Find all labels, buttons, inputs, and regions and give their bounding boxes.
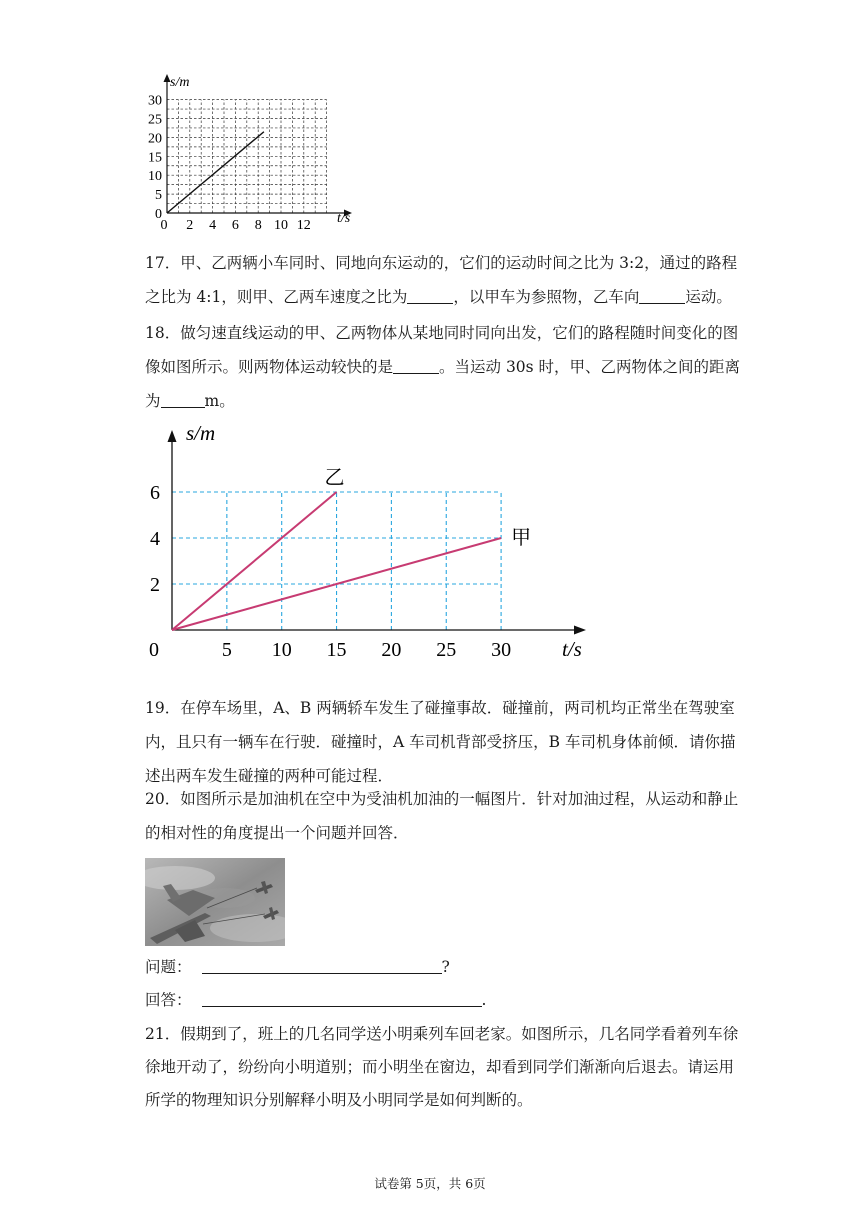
chart-small-ylabel: s/m xyxy=(170,75,190,90)
q18-text-c: 为 xyxy=(145,392,161,410)
page-footer: 试卷第 5页，共 6页 xyxy=(374,1176,486,1191)
y-tick-label: 0 xyxy=(155,207,162,222)
x-tick-label: 0 xyxy=(149,639,159,661)
q20-answer-blank[interactable] xyxy=(202,990,482,1007)
y-tick-label: 20 xyxy=(148,131,162,147)
q19-line3: 述出两车发生碰撞的两种可能过程． xyxy=(145,767,394,785)
x-tick-label: 20 xyxy=(381,639,402,661)
q18-blank-2[interactable] xyxy=(161,391,205,408)
y-tick-label: 5 xyxy=(155,188,162,204)
q17-blank-1[interactable] xyxy=(407,287,453,304)
chart-large-ticks xyxy=(149,482,511,661)
chart-large-grid xyxy=(172,492,501,630)
y-tick-label: 6 xyxy=(150,482,160,504)
x-tick-label: 5 xyxy=(221,639,232,661)
chart-small-series xyxy=(167,132,264,213)
y-tick-label: 15 xyxy=(148,150,162,166)
y-tick-label: 25 xyxy=(148,112,162,128)
chart-small xyxy=(140,72,360,232)
chart-large-xlabel: t/s xyxy=(562,637,582,661)
x-tick-label: 10 xyxy=(271,639,292,661)
x-axis-arrow xyxy=(574,626,586,635)
q17-line1: 17．甲、乙两辆小车同时、同地向东运动的，它们的运动时间之比为 3:2，通过的路程 xyxy=(145,254,738,272)
x-tick-label: 2 xyxy=(186,218,194,232)
q18-text-a: 像如图所示。则两物体运动较快的是 xyxy=(145,358,394,376)
q18-line2 xyxy=(145,356,740,378)
x-tick-label: 30 xyxy=(491,639,512,661)
q20-line2: 的相对性的角度提出一个问题并回答． xyxy=(145,824,409,842)
q19-line1: 19．在停车场里，A、B 两辆轿车发生了碰撞事故．碰撞前，两司机均正常坐在驾驶室 xyxy=(145,699,735,717)
series-label: 甲 xyxy=(511,527,532,549)
x-tick-label: 25 xyxy=(436,639,457,661)
y-tick-label: 4 xyxy=(150,528,160,550)
q18-text-b: 。当运动 30s 时，甲、乙两物体之间的距离 xyxy=(439,358,741,376)
series-label: 乙 xyxy=(324,467,345,489)
q18-line3 xyxy=(145,390,235,412)
series-line xyxy=(172,492,337,630)
x-tick-label: 6 xyxy=(231,218,239,232)
chart-small-grid xyxy=(167,100,327,213)
q20-answer-end: . xyxy=(481,991,487,1009)
chart-small-ticks xyxy=(148,94,311,232)
q17-text-b: ，以甲车为参照物，乙车向 xyxy=(453,288,640,306)
y-tick-label: 30 xyxy=(148,93,162,109)
q18-text-d: m。 xyxy=(204,392,235,410)
q20-question-end: ? xyxy=(441,958,450,976)
x-tick-label: 8 xyxy=(254,218,262,232)
q17-line2 xyxy=(145,286,732,308)
y-tick-label: 2 xyxy=(150,574,160,596)
q19-line2: 内，且只有一辆车在行驶．碰撞时，A 车司机背部受挤压，B 车司机身体前倾．请你描 xyxy=(145,733,736,751)
x-tick-label: 4 xyxy=(209,218,217,232)
chart-small-xlabel: t/s xyxy=(337,211,351,226)
series-line xyxy=(167,132,264,213)
q17-text-c: 运动。 xyxy=(685,288,732,306)
x-tick-label: 0 xyxy=(160,218,168,232)
chart-large-ylabel: s/m xyxy=(186,421,216,445)
q21-line2: 徐地开动了，纷纷向小明道别；而小明坐在窗边，却看到同学们渐渐向后退去。请运用 xyxy=(145,1058,735,1076)
q20-question-blank[interactable] xyxy=(202,957,442,974)
q20-question-label: 问题： xyxy=(145,958,192,976)
q17-blank-2[interactable] xyxy=(639,287,685,304)
y-axis-arrow xyxy=(168,430,177,442)
q21-line1: 21．假期到了，班上的几名同学送小明乘列车回老家。如图所示，几名同学看着列车徐 xyxy=(145,1025,739,1043)
chart-large xyxy=(138,420,598,670)
x-tick-label: 10 xyxy=(274,218,288,232)
chart-small-axes xyxy=(164,74,353,217)
x-tick-label: 12 xyxy=(296,218,311,232)
q21-line3: 所学的物理知识分别解释小明及小明同学是如何判断的。 xyxy=(145,1091,533,1109)
refueling-aircraft-photo xyxy=(145,858,285,946)
q20-line1: 20．如图所示是加油机在空中为受油机加油的一幅图片．针对加油过程，从运动和静止 xyxy=(145,790,739,808)
x-tick-label: 15 xyxy=(326,639,347,661)
q20-question-row xyxy=(145,956,450,978)
y-tick-label: 10 xyxy=(148,169,162,185)
chart-large-series xyxy=(172,467,531,630)
q20-answer-row xyxy=(145,989,486,1011)
q17-text-a: 之比为 4:1，则甲、乙两车速度之比为 xyxy=(145,288,408,306)
q18-blank-1[interactable] xyxy=(393,357,439,374)
q20-answer-label: 回答： xyxy=(145,991,192,1009)
q18-line1: 18．做匀速直线运动的甲、乙两物体从某地同时同向出发，它们的路程随时间变化的图 xyxy=(145,324,739,342)
